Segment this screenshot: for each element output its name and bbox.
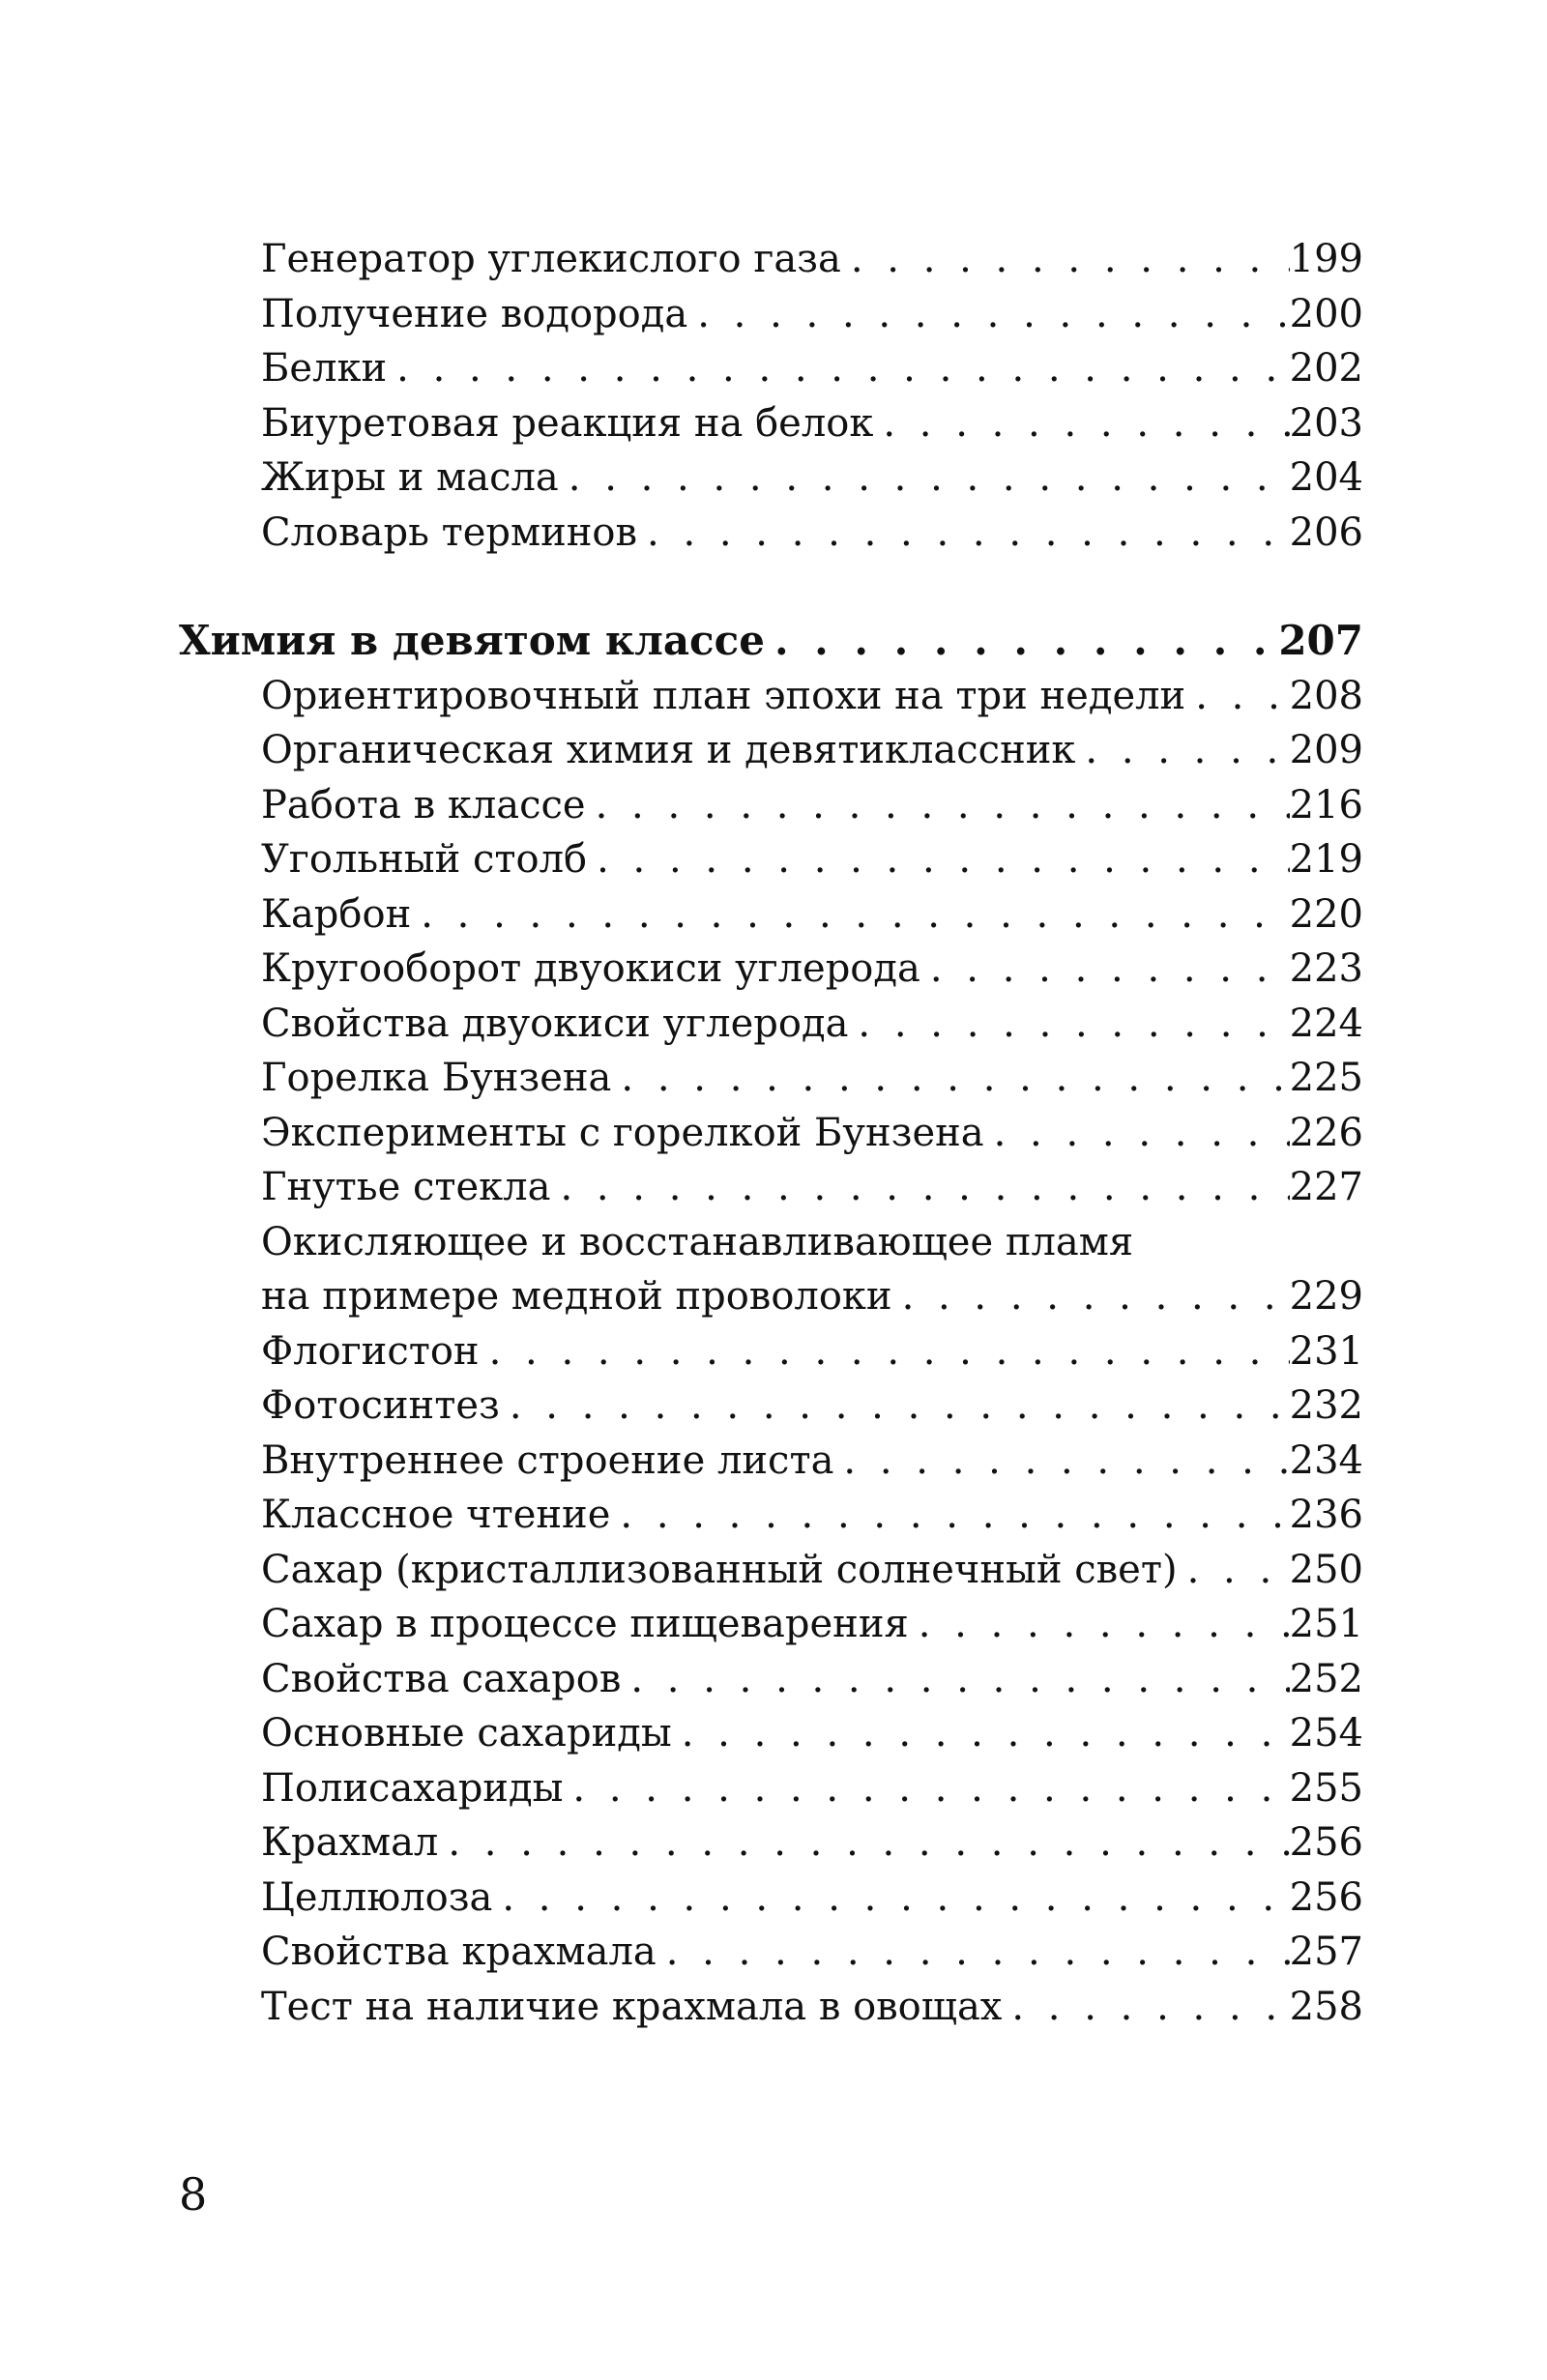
toc-entry xyxy=(261,1106,1363,1160)
dot-leader xyxy=(586,778,1290,832)
dot-leader xyxy=(1178,1543,1290,1597)
toc-entry-title: Карбон xyxy=(261,892,412,937)
dot-leader xyxy=(387,341,1290,395)
toc-entry-page: 229 xyxy=(1289,1274,1363,1319)
toc-entry-title: Свойства двуокиси углерода xyxy=(261,1001,849,1046)
dot-leader xyxy=(480,1324,1290,1379)
dot-leader xyxy=(848,997,1289,1051)
toc-entry xyxy=(261,287,1363,341)
toc-entry xyxy=(261,1379,1363,1433)
toc-section-title: Химия в девятом классе xyxy=(179,617,765,664)
toc-entry xyxy=(261,450,1363,505)
toc-entry-title: Органическая химия и девятиклассник xyxy=(261,728,1076,772)
toc-entry-title: Словарь терминов xyxy=(261,510,638,555)
toc-entry xyxy=(261,1706,1363,1760)
toc-entry-page: 204 xyxy=(1289,455,1363,500)
toc-entry-title: Биуретовая реакция на белок xyxy=(261,401,874,446)
toc-entry-title: Целлюлоза xyxy=(261,1875,493,1920)
toc-entry-page: 220 xyxy=(1289,892,1363,937)
toc-entry-title: Окисляющее и восстанавливающее пламя xyxy=(261,1220,1134,1264)
toc-entry-title: Ориентировочный план эпохи на три недели xyxy=(261,674,1186,718)
toc-entry-title: Генератор углекислого газа xyxy=(261,237,841,281)
toc-entry-title: Флогистон xyxy=(261,1329,480,1374)
dot-leader xyxy=(892,1269,1290,1323)
toc-entry-title: Работа в классе xyxy=(261,783,586,827)
toc-entry-title: Внутреннее строение листа xyxy=(261,1438,834,1483)
toc-entry-page: 199 xyxy=(1289,237,1363,281)
toc-entry-title: Основные сахариды xyxy=(261,1711,672,1756)
dot-leader xyxy=(611,1051,1289,1105)
toc-entry-title: Жиры и масла xyxy=(261,455,559,500)
toc-entry-title: на примере медной проволоки xyxy=(261,1274,892,1319)
toc-entry xyxy=(261,1160,1363,1214)
toc-entry-title: Кругооборот двуокиси углерода xyxy=(261,946,920,991)
toc-entry-page: 225 xyxy=(1289,1056,1363,1100)
toc-entry-page: 255 xyxy=(1289,1766,1363,1811)
toc-entry xyxy=(261,832,1363,886)
dot-leader xyxy=(909,1597,1290,1651)
toc-entry-page: 209 xyxy=(1289,728,1363,772)
dot-leader xyxy=(984,1106,1290,1160)
page-number: 8 xyxy=(179,2168,208,2220)
toc-entry xyxy=(261,1434,1363,1488)
dot-leader xyxy=(765,614,1278,668)
toc-entry xyxy=(261,669,1363,723)
dot-leader xyxy=(1002,1980,1289,2034)
toc-entry-title: Угольный столб xyxy=(261,837,588,882)
toc-entry-page: 257 xyxy=(1289,1930,1363,1974)
toc-entry xyxy=(261,1980,1363,2034)
dot-leader xyxy=(559,450,1290,505)
dot-leader xyxy=(833,1434,1289,1488)
toc-entry-title: Свойства сахаров xyxy=(261,1657,622,1701)
dot-leader xyxy=(500,1379,1290,1433)
toc-entry-page: 203 xyxy=(1289,401,1363,446)
toc-entry-page: 223 xyxy=(1289,946,1363,991)
dot-leader xyxy=(587,832,1290,886)
dot-leader xyxy=(1075,723,1289,777)
toc-entry-title: Горелка Бунзена xyxy=(261,1056,612,1100)
toc-entry-page: 208 xyxy=(1289,674,1363,718)
dot-leader xyxy=(492,1871,1289,1925)
toc-section-page: 207 xyxy=(1278,617,1363,664)
toc-entry-page: 254 xyxy=(1289,1711,1363,1756)
toc-entry-title: Сахар в процессе пищеварения xyxy=(261,1602,909,1646)
dot-leader xyxy=(563,1761,1289,1815)
toc-entry-title: Свойства крахмала xyxy=(261,1930,657,1974)
toc-entry-page: 251 xyxy=(1289,1602,1363,1646)
toc-entry xyxy=(261,232,1363,286)
toc-entry xyxy=(261,778,1363,832)
dot-leader xyxy=(873,396,1289,450)
dot-leader xyxy=(637,506,1290,560)
toc-entry xyxy=(261,942,1363,996)
toc-entry xyxy=(261,396,1363,450)
dot-leader xyxy=(621,1652,1289,1706)
toc-entry xyxy=(261,1925,1363,1979)
toc-entry-page: 200 xyxy=(1289,292,1363,336)
toc-entry xyxy=(261,341,1363,395)
toc-entry xyxy=(261,887,1363,942)
dot-leader xyxy=(920,942,1290,996)
dot-leader xyxy=(841,232,1290,286)
toc-entry-title: Сахар (кристаллизованный солнечный свет) xyxy=(261,1548,1178,1592)
toc-entry xyxy=(261,1871,1363,1925)
toc-entry xyxy=(261,506,1363,560)
dot-leader xyxy=(610,1488,1289,1542)
toc-entry-title: Белки xyxy=(261,346,388,391)
toc-entry-page: 234 xyxy=(1289,1438,1363,1483)
toc-section-heading xyxy=(179,614,1363,668)
toc-entry xyxy=(261,1543,1363,1597)
toc-entry xyxy=(261,1761,1363,1815)
dot-leader xyxy=(657,1925,1290,1979)
toc-entry-title: Классное чтение xyxy=(261,1493,611,1537)
dot-leader xyxy=(1185,669,1289,723)
toc-entry-page: 226 xyxy=(1289,1111,1363,1155)
dot-leader xyxy=(550,1160,1289,1214)
toc-entry-page: 219 xyxy=(1289,837,1363,882)
toc-entry-page: 206 xyxy=(1289,510,1363,555)
toc-entry-page: 256 xyxy=(1289,1820,1363,1865)
dot-leader xyxy=(438,1815,1289,1870)
toc-entry-title: Эксперименты с горелкой Бунзена xyxy=(261,1111,984,1155)
toc-entry xyxy=(261,1324,1363,1379)
toc-entry-page: 202 xyxy=(1289,346,1363,391)
toc-entry-page: 224 xyxy=(1289,1001,1363,1046)
toc-entry xyxy=(261,1051,1363,1105)
toc-entry xyxy=(261,723,1363,777)
toc-entry-page: 256 xyxy=(1289,1875,1363,1920)
toc-entry xyxy=(261,997,1363,1051)
toc-entry-page: 258 xyxy=(1289,1985,1363,2029)
toc-entry-page: 216 xyxy=(1289,783,1363,827)
toc-entry-page: 231 xyxy=(1289,1329,1363,1374)
dot-leader xyxy=(411,887,1289,942)
dot-leader xyxy=(672,1706,1290,1760)
toc-entry-page: 252 xyxy=(1289,1657,1363,1701)
toc-entry-title: Полисахариды xyxy=(261,1766,564,1811)
toc-entry-title: Гнутье стекла xyxy=(261,1165,551,1209)
toc-entry xyxy=(261,1269,1363,1323)
toc-entry-page: 250 xyxy=(1289,1548,1363,1592)
toc-entry-title: Получение водорода xyxy=(261,292,688,336)
toc-entry-title: Фотосинтез xyxy=(261,1383,500,1428)
toc-entry xyxy=(261,1597,1363,1651)
toc-entry-title: Тест на наличие крахмала в овощах xyxy=(261,1985,1003,2029)
dot-leader xyxy=(687,287,1289,341)
toc-entry xyxy=(261,1488,1363,1542)
toc-entry xyxy=(261,1652,1363,1706)
toc-entry xyxy=(261,1815,1363,1870)
toc-entry-page: 236 xyxy=(1289,1493,1363,1537)
toc-entry-title: Крахмал xyxy=(261,1820,439,1865)
toc-entry-page: 227 xyxy=(1289,1165,1363,1209)
toc-entry-page: 232 xyxy=(1289,1383,1363,1428)
toc-entry xyxy=(261,1215,1363,1269)
